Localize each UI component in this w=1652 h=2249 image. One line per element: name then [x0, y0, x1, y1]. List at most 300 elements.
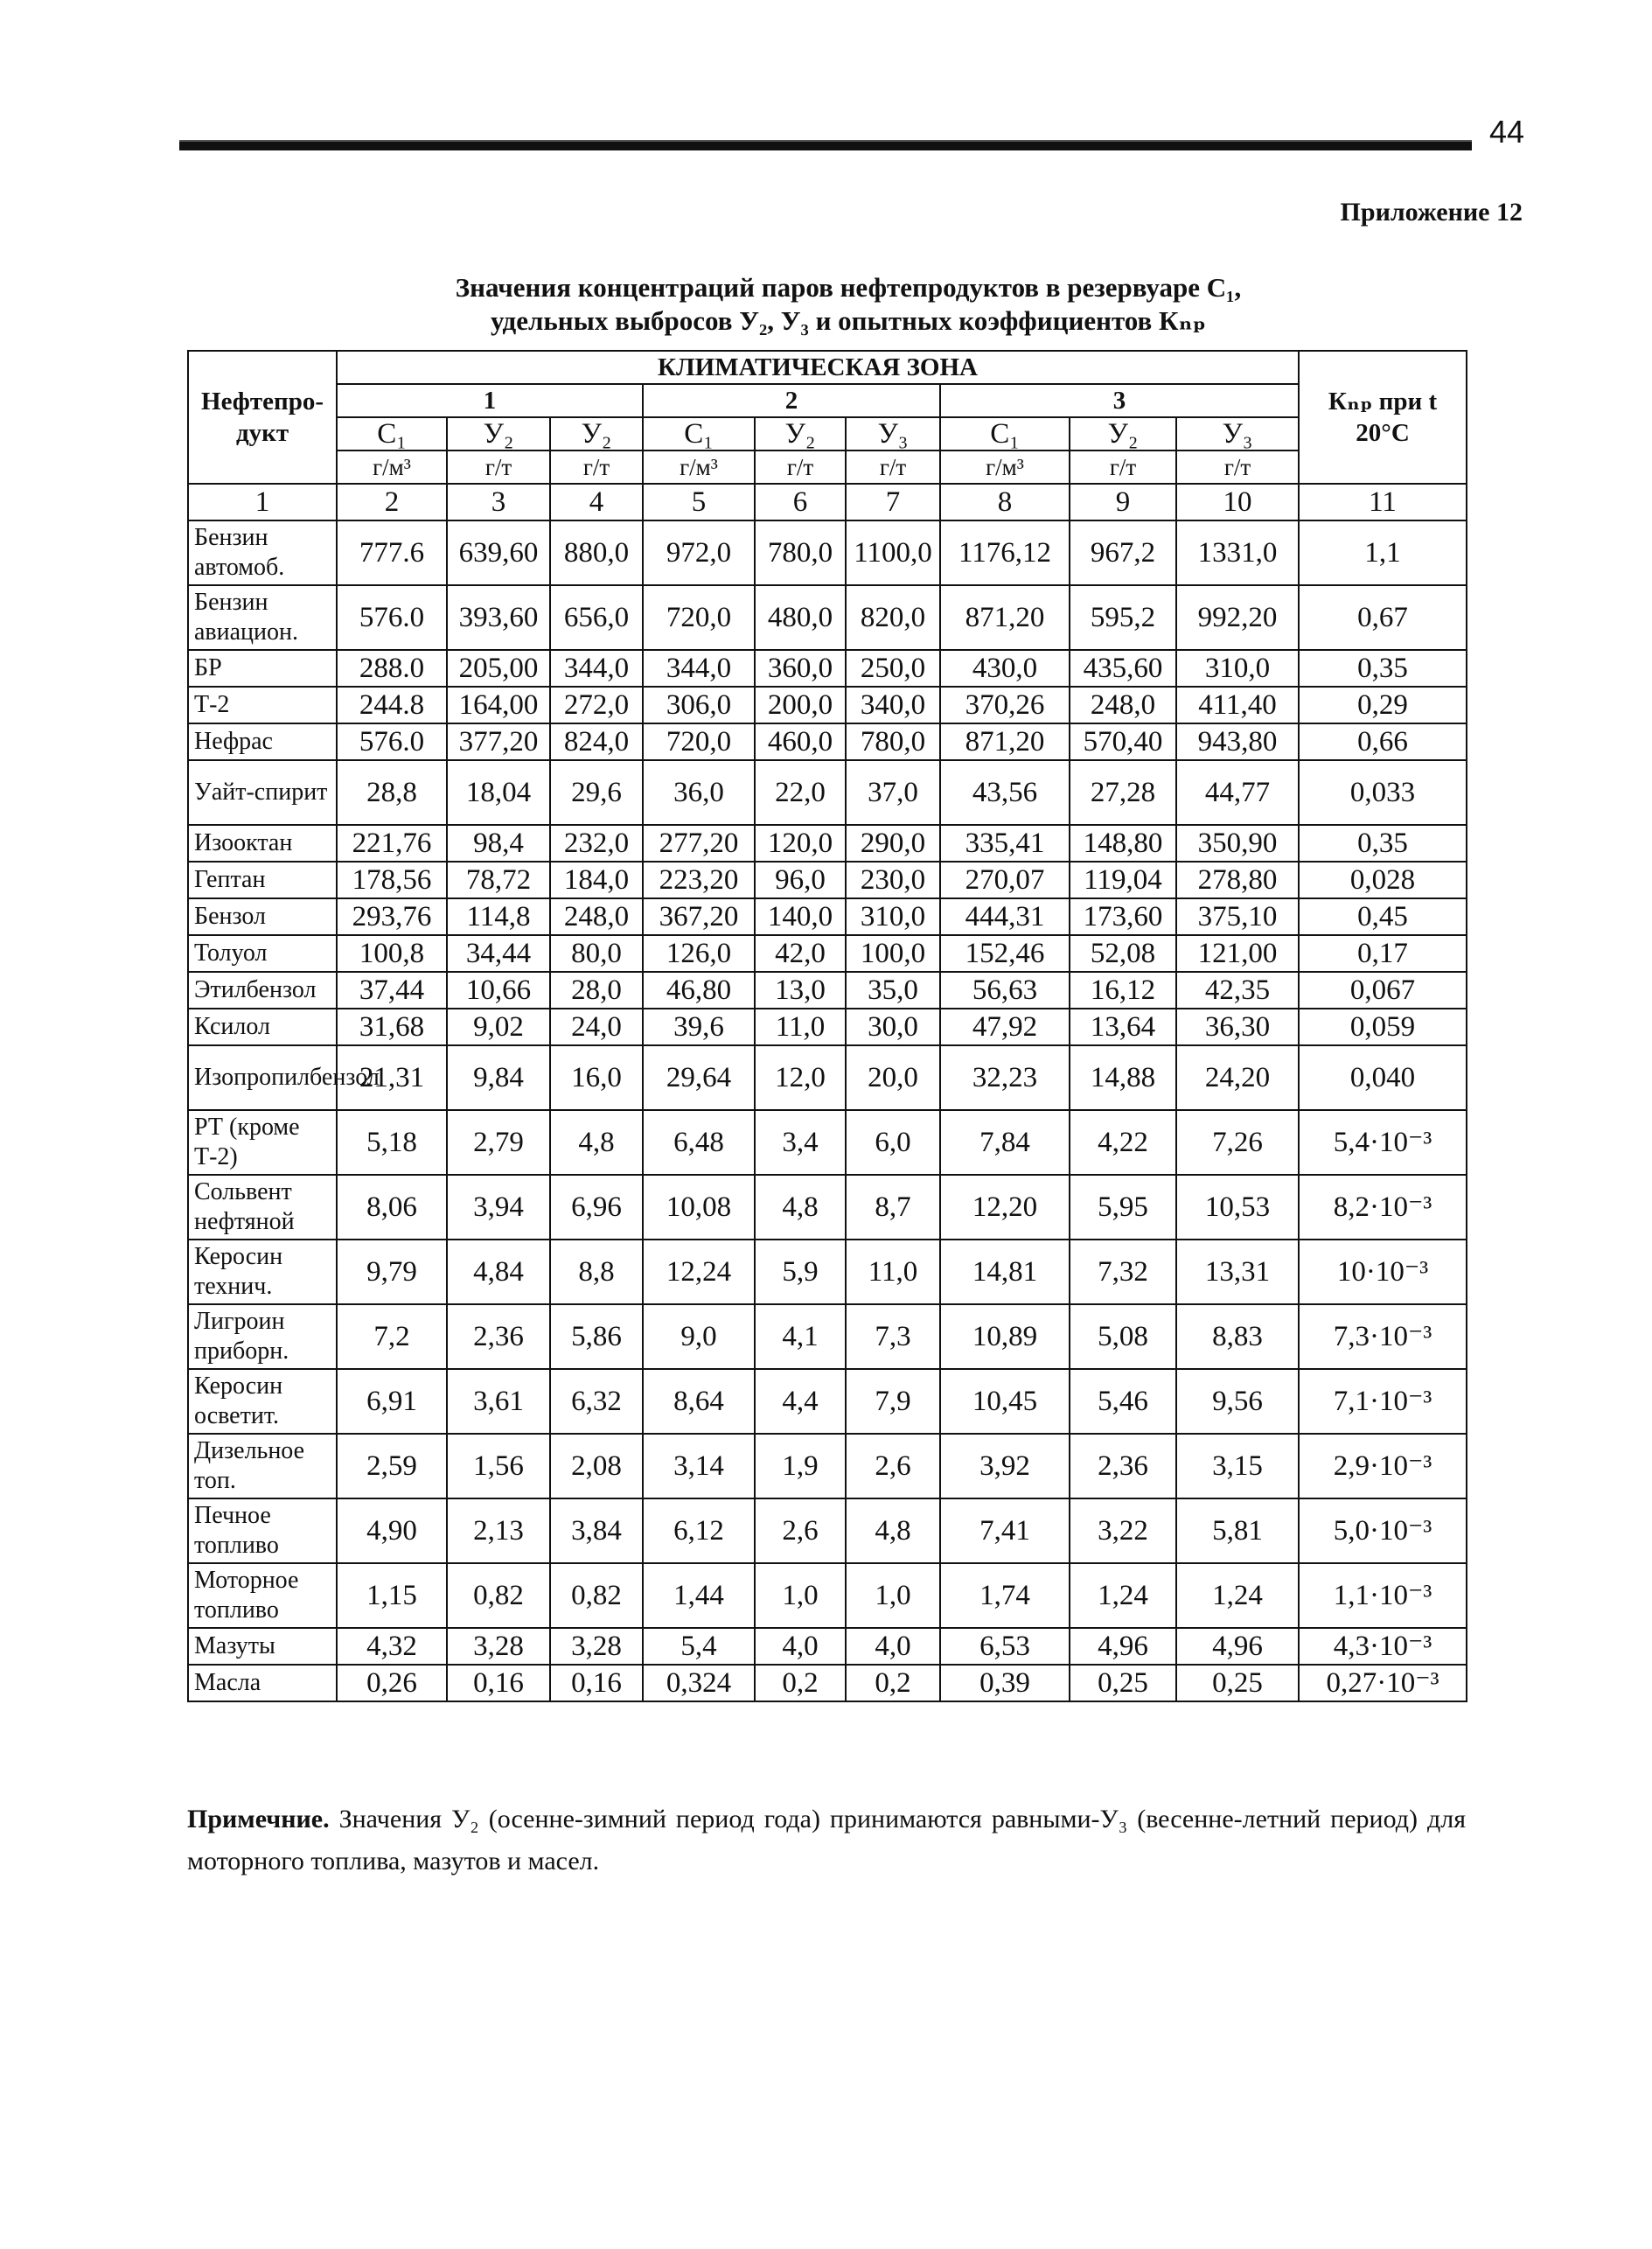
value-cell: 13,31 [1176, 1240, 1299, 1304]
table-title-line-2: удельных выбросов У₂, У₃ и опытных коэффициентов Кₙₚ [490, 305, 1207, 336]
value-cell: 36,30 [1176, 1009, 1299, 1045]
value-cell: 310,0 [846, 898, 940, 935]
value-cell: 0,25 [1176, 1665, 1299, 1701]
value-cell: 6,96 [550, 1175, 643, 1240]
value-cell: 4,8 [550, 1110, 643, 1175]
table-row [188, 585, 1467, 650]
value-cell: 7,32 [1070, 1240, 1176, 1304]
value-cell: 0,45 [1299, 898, 1467, 935]
page-number: 44 [1489, 114, 1525, 150]
value-cell: 435,60 [1070, 650, 1176, 687]
product-name-cell: Моторное топливо [188, 1563, 337, 1628]
value-cell: 820,0 [846, 585, 940, 650]
value-cell: 39,6 [643, 1009, 755, 1045]
column-number-cell: 3 [447, 484, 550, 520]
value-cell: 11,0 [755, 1009, 846, 1045]
value-cell: 943,80 [1176, 723, 1299, 760]
product-name-cell: Т-2 [188, 687, 337, 723]
value-cell: 1,15 [337, 1563, 447, 1628]
value-cell: 14,88 [1070, 1045, 1176, 1110]
value-cell: 2,13 [447, 1498, 550, 1563]
value-cell: 10,08 [643, 1175, 755, 1240]
value-cell: 5,18 [337, 1110, 447, 1175]
value-cell: 221,76 [337, 825, 447, 862]
value-cell: 152,46 [940, 935, 1070, 972]
value-cell: 31,68 [337, 1009, 447, 1045]
unit-cell: г/т [755, 450, 846, 484]
value-cell: 5,08 [1070, 1304, 1176, 1369]
column-number-cell: 6 [755, 484, 846, 520]
zone-3-header: 3 [940, 384, 1299, 417]
value-cell: 278,80 [1176, 862, 1299, 898]
value-cell: 173,60 [1070, 898, 1176, 935]
product-name-cell: Бензол [188, 898, 337, 935]
product-name-cell: Уайт-спирит [188, 760, 337, 825]
value-cell: 2,6 [846, 1434, 940, 1498]
unit-cell: г/м³ [643, 450, 755, 484]
zone-header: КЛИМАТИЧЕСКАЯ ЗОНА [337, 351, 1299, 384]
value-cell: 2,79 [447, 1110, 550, 1175]
value-cell: 3,92 [940, 1434, 1070, 1498]
product-name-cell: Сольвент нефтяной [188, 1175, 337, 1240]
value-cell: 244.8 [337, 687, 447, 723]
value-cell: 0,29 [1299, 687, 1467, 723]
value-cell: 52,08 [1070, 935, 1176, 972]
zone-number-row [188, 384, 1467, 417]
table-row [188, 650, 1467, 687]
value-cell: 7,41 [940, 1498, 1070, 1563]
value-cell: 0,033 [1299, 760, 1467, 825]
value-cell: 10,89 [940, 1304, 1070, 1369]
subheader-cell: У₂ [550, 417, 643, 450]
unit-cell: г/т [447, 450, 550, 484]
value-cell: 1,0 [755, 1563, 846, 1628]
value-cell: 5,81 [1176, 1498, 1299, 1563]
value-cell: 78,72 [447, 862, 550, 898]
value-cell: 8,7 [846, 1175, 940, 1240]
subheader-cell: У₃ [1176, 417, 1299, 450]
product-name-cell: Изооктан [188, 825, 337, 862]
value-cell: 570,40 [1070, 723, 1176, 760]
value-cell: 200,0 [755, 687, 846, 723]
value-cell: 6,48 [643, 1110, 755, 1175]
product-name-cell: Керосин технич. [188, 1240, 337, 1304]
unit-cell: г/т [1070, 450, 1176, 484]
table-row [188, 935, 1467, 972]
table-row [188, 1563, 1467, 1628]
value-cell: 120,0 [755, 825, 846, 862]
value-cell: 5,4 [643, 1628, 755, 1665]
value-cell: 5,0·10⁻³ [1299, 1498, 1467, 1563]
value-cell: 720,0 [643, 585, 755, 650]
table-row [188, 1434, 1467, 1498]
value-cell: 96,0 [755, 862, 846, 898]
value-cell: 2,6 [755, 1498, 846, 1563]
value-cell: 46,80 [643, 972, 755, 1009]
value-cell: 430,0 [940, 650, 1070, 687]
value-cell: 47,92 [940, 1009, 1070, 1045]
value-cell: 8,8 [550, 1240, 643, 1304]
value-cell: 2,59 [337, 1434, 447, 1498]
table-row [188, 1240, 1467, 1304]
value-cell: 367,20 [643, 898, 755, 935]
value-cell: 576.0 [337, 585, 447, 650]
value-cell: 6,0 [846, 1110, 940, 1175]
value-cell: 11,0 [846, 1240, 940, 1304]
value-cell: 344,0 [550, 650, 643, 687]
subheader-cell: У₃ [846, 417, 940, 450]
value-cell: 1,0 [846, 1563, 940, 1628]
subheader-cell: С₁ [940, 417, 1070, 450]
value-cell: 27,28 [1070, 760, 1176, 825]
note [187, 1799, 1466, 1882]
value-cell: 248,0 [550, 898, 643, 935]
value-cell: 310,0 [1176, 650, 1299, 687]
value-cell: 1,44 [643, 1563, 755, 1628]
product-name-cell: Ксилол [188, 1009, 337, 1045]
product-name-cell: Толуол [188, 935, 337, 972]
value-cell: 37,0 [846, 760, 940, 825]
value-cell: 5,86 [550, 1304, 643, 1369]
column-number-cell: 8 [940, 484, 1070, 520]
value-cell: 3,84 [550, 1498, 643, 1563]
column-number-cell: 5 [643, 484, 755, 520]
value-cell: 0,82 [447, 1563, 550, 1628]
value-cell: 0,2 [755, 1665, 846, 1701]
value-cell: 0,66 [1299, 723, 1467, 760]
value-cell: 1,9 [755, 1434, 846, 1498]
value-cell: 12,0 [755, 1045, 846, 1110]
value-cell: 9,02 [447, 1009, 550, 1045]
value-cell: 5,95 [1070, 1175, 1176, 1240]
value-cell: 4,4 [755, 1369, 846, 1434]
value-cell: 8,06 [337, 1175, 447, 1240]
value-cell: 7,9 [846, 1369, 940, 1434]
value-cell: 972,0 [643, 520, 755, 585]
value-cell: 9,0 [643, 1304, 755, 1369]
value-cell: 42,0 [755, 935, 846, 972]
value-cell: 5,9 [755, 1240, 846, 1304]
header-rule [179, 140, 1472, 150]
value-cell: 44,77 [1176, 760, 1299, 825]
value-cell: 576.0 [337, 723, 447, 760]
value-cell: 119,04 [1070, 862, 1176, 898]
product-header: Нефтепро-дукт [188, 351, 337, 484]
value-cell: 1,56 [447, 1434, 550, 1498]
value-cell: 80,0 [550, 935, 643, 972]
table-row [188, 1110, 1467, 1175]
value-cell: 230,0 [846, 862, 940, 898]
value-cell: 2,36 [447, 1304, 550, 1369]
product-name-cell: Гептан [188, 862, 337, 898]
value-cell: 100,8 [337, 935, 447, 972]
value-cell: 10,66 [447, 972, 550, 1009]
value-cell: 10,45 [940, 1369, 1070, 1434]
note-text: Значения У₂ (осенне-зимний период года) принимаются равными-У₃ (весенне-летний период) для моторного топлива, мазутов и масел. [187, 1805, 1467, 1875]
column-number-row [188, 484, 1467, 520]
value-cell: 16,12 [1070, 972, 1176, 1009]
value-cell: 350,90 [1176, 825, 1299, 862]
product-name-cell: Керосин осветит. [188, 1369, 337, 1434]
value-cell: 2,9·10⁻³ [1299, 1434, 1467, 1498]
value-cell: 6,32 [550, 1369, 643, 1434]
value-cell: 29,64 [643, 1045, 755, 1110]
column-number-cell: 2 [337, 484, 447, 520]
value-cell: 1,24 [1070, 1563, 1176, 1628]
value-cell: 28,0 [550, 972, 643, 1009]
value-cell: 335,41 [940, 825, 1070, 862]
value-cell: 223,20 [643, 862, 755, 898]
value-cell: 780,0 [755, 520, 846, 585]
value-cell: 4,32 [337, 1628, 447, 1665]
value-cell: 6,91 [337, 1369, 447, 1434]
zone-2-header: 2 [643, 384, 940, 417]
value-cell: 24,0 [550, 1009, 643, 1045]
product-name-cell: РТ (кроме Т-2) [188, 1110, 337, 1175]
value-cell: 114,8 [447, 898, 550, 935]
value-cell: 3,4 [755, 1110, 846, 1175]
value-cell: 290,0 [846, 825, 940, 862]
value-cell: 8,2·10⁻³ [1299, 1175, 1467, 1240]
value-cell: 178,56 [337, 862, 447, 898]
value-cell: 0,39 [940, 1665, 1070, 1701]
value-cell: 375,10 [1176, 898, 1299, 935]
column-number-cell: 9 [1070, 484, 1176, 520]
product-name-cell: БР [188, 650, 337, 687]
value-cell: 393,60 [447, 585, 550, 650]
value-cell: 3,22 [1070, 1498, 1176, 1563]
value-cell: 824,0 [550, 723, 643, 760]
product-name-cell: Бензин авиацион. [188, 585, 337, 650]
table-row [188, 723, 1467, 760]
value-cell: 2,08 [550, 1434, 643, 1498]
value-cell: 3,14 [643, 1434, 755, 1498]
table-row [188, 1665, 1467, 1701]
table-row [188, 520, 1467, 585]
appendix-label: Приложение 12 [1340, 198, 1523, 227]
value-cell: 43,56 [940, 760, 1070, 825]
value-cell: 270,07 [940, 862, 1070, 898]
value-cell: 6,53 [940, 1628, 1070, 1665]
table-row [188, 862, 1467, 898]
value-cell: 720,0 [643, 723, 755, 760]
value-cell: 232,0 [550, 825, 643, 862]
value-cell: 20,0 [846, 1045, 940, 1110]
value-cell: 126,0 [643, 935, 755, 972]
value-cell: 148,80 [1070, 825, 1176, 862]
value-cell: 0,040 [1299, 1045, 1467, 1110]
value-cell: 340,0 [846, 687, 940, 723]
value-cell: 344,0 [643, 650, 755, 687]
subheader-cell: С₁ [337, 417, 447, 450]
unit-cell: г/т [846, 450, 940, 484]
value-cell: 37,44 [337, 972, 447, 1009]
table-header [188, 351, 1467, 520]
value-cell: 4,8 [755, 1175, 846, 1240]
value-cell: 0,67 [1299, 585, 1467, 650]
table-row [188, 1045, 1467, 1110]
column-number-cell: 7 [846, 484, 940, 520]
value-cell: 871,20 [940, 585, 1070, 650]
product-name-cell: Мазуты [188, 1628, 337, 1665]
unit-cell: г/м³ [337, 450, 447, 484]
table-row [188, 825, 1467, 862]
value-cell: 7,26 [1176, 1110, 1299, 1175]
k-header: Кₙₚ при t 20°C [1299, 351, 1467, 484]
value-cell: 777.6 [337, 520, 447, 585]
value-cell: 12,20 [940, 1175, 1070, 1240]
value-cell: 7,3 [846, 1304, 940, 1369]
table-row [188, 760, 1467, 825]
value-cell: 22,0 [755, 760, 846, 825]
value-cell: 184,0 [550, 862, 643, 898]
value-cell: 306,0 [643, 687, 755, 723]
value-cell: 0,067 [1299, 972, 1467, 1009]
table-row [188, 1009, 1467, 1045]
value-cell: 1176,12 [940, 520, 1070, 585]
value-cell: 4,22 [1070, 1110, 1176, 1175]
subheader-cell: С₁ [643, 417, 755, 450]
value-cell: 880,0 [550, 520, 643, 585]
value-cell: 1,24 [1176, 1563, 1299, 1628]
value-cell: 4,3·10⁻³ [1299, 1628, 1467, 1665]
value-cell: 12,24 [643, 1240, 755, 1304]
unit-cell: г/т [550, 450, 643, 484]
column-number-cell: 1 [188, 484, 337, 520]
product-name-cell: Дизельное топ. [188, 1434, 337, 1498]
value-cell: 780,0 [846, 723, 940, 760]
subheader-row [188, 417, 1467, 450]
value-cell: 35,0 [846, 972, 940, 1009]
value-cell: 42,35 [1176, 972, 1299, 1009]
value-cell: 5,46 [1070, 1369, 1176, 1434]
value-cell: 3,15 [1176, 1434, 1299, 1498]
column-number-cell: 11 [1299, 484, 1467, 520]
table-row [188, 1175, 1467, 1240]
value-cell: 10·10⁻³ [1299, 1240, 1467, 1304]
value-cell: 98,4 [447, 825, 550, 862]
value-cell: 16,0 [550, 1045, 643, 1110]
value-cell: 4,90 [337, 1498, 447, 1563]
value-cell: 8,83 [1176, 1304, 1299, 1369]
value-cell: 1,1·10⁻³ [1299, 1563, 1467, 1628]
value-cell: 4,0 [846, 1628, 940, 1665]
subheader-cell: У₂ [755, 417, 846, 450]
value-cell: 370,26 [940, 687, 1070, 723]
value-cell: 0,17 [1299, 935, 1467, 972]
value-cell: 0,16 [447, 1665, 550, 1701]
value-cell: 2,36 [1070, 1434, 1176, 1498]
note-label: Примечние. [187, 1805, 330, 1833]
value-cell: 4,96 [1070, 1628, 1176, 1665]
product-name-cell: Изопропилбензол [188, 1045, 337, 1110]
value-cell: 1331,0 [1176, 520, 1299, 585]
value-cell: 0,26 [337, 1665, 447, 1701]
value-cell: 6,12 [643, 1498, 755, 1563]
value-cell: 444,31 [940, 898, 1070, 935]
subheader-cell: У₂ [447, 417, 550, 450]
value-cell: 293,76 [337, 898, 447, 935]
value-cell: 272,0 [550, 687, 643, 723]
value-cell: 277,20 [643, 825, 755, 862]
value-cell: 250,0 [846, 650, 940, 687]
value-cell: 13,64 [1070, 1009, 1176, 1045]
value-cell: 29,6 [550, 760, 643, 825]
value-cell: 288.0 [337, 650, 447, 687]
value-cell: 1,74 [940, 1563, 1070, 1628]
value-cell: 0,35 [1299, 825, 1467, 862]
unit-row [188, 450, 1467, 484]
value-cell: 0,35 [1299, 650, 1467, 687]
column-number-cell: 4 [550, 484, 643, 520]
value-cell: 0,2 [846, 1665, 940, 1701]
value-cell: 36,0 [643, 760, 755, 825]
value-cell: 871,20 [940, 723, 1070, 760]
table-title-line-1: Значения концентраций паров нефтепродуктов в резервуаре С₁, [455, 272, 1242, 303]
table-body [188, 520, 1467, 1701]
value-cell: 4,84 [447, 1240, 550, 1304]
value-cell: 1,1 [1299, 520, 1467, 585]
value-cell: 967,2 [1070, 520, 1176, 585]
value-cell: 100,0 [846, 935, 940, 972]
value-cell: 7,3·10⁻³ [1299, 1304, 1467, 1369]
value-cell: 9,56 [1176, 1369, 1299, 1434]
value-cell: 140,0 [755, 898, 846, 935]
table-row [188, 1628, 1467, 1665]
product-name-cell: Печное топливо [188, 1498, 337, 1563]
value-cell: 1100,0 [846, 520, 940, 585]
value-cell: 34,44 [447, 935, 550, 972]
table-row [188, 687, 1467, 723]
value-cell: 3,28 [550, 1628, 643, 1665]
value-cell: 10,53 [1176, 1175, 1299, 1240]
value-cell: 0,028 [1299, 862, 1467, 898]
value-cell: 656,0 [550, 585, 643, 650]
value-cell: 13,0 [755, 972, 846, 1009]
value-cell: 7,2 [337, 1304, 447, 1369]
value-cell: 28,8 [337, 760, 447, 825]
product-name-cell: Этилбензол [188, 972, 337, 1009]
value-cell: 0,059 [1299, 1009, 1467, 1045]
value-cell: 56,63 [940, 972, 1070, 1009]
product-name-cell: Нефрас [188, 723, 337, 760]
value-cell: 4,1 [755, 1304, 846, 1369]
table-row [188, 1498, 1467, 1563]
value-cell: 7,1·10⁻³ [1299, 1369, 1467, 1434]
table-row [188, 1304, 1467, 1369]
value-cell: 205,00 [447, 650, 550, 687]
table-row [188, 972, 1467, 1009]
value-cell: 460,0 [755, 723, 846, 760]
value-cell: 21,31 [337, 1045, 447, 1110]
value-cell: 0,27·10⁻³ [1299, 1665, 1467, 1701]
value-cell: 0,82 [550, 1563, 643, 1628]
value-cell: 14,81 [940, 1240, 1070, 1304]
value-cell: 5,4·10⁻³ [1299, 1110, 1467, 1175]
value-cell: 3,94 [447, 1175, 550, 1240]
value-cell: 992,20 [1176, 585, 1299, 650]
value-cell: 3,28 [447, 1628, 550, 1665]
value-cell: 9,79 [337, 1240, 447, 1304]
table-row [188, 1369, 1467, 1434]
value-cell: 7,84 [940, 1110, 1070, 1175]
value-cell: 639,60 [447, 520, 550, 585]
value-cell: 32,23 [940, 1045, 1070, 1110]
value-cell: 3,61 [447, 1369, 550, 1434]
value-cell: 480,0 [755, 585, 846, 650]
product-name-cell: Лигроин приборн. [188, 1304, 337, 1369]
value-cell: 360,0 [755, 650, 846, 687]
